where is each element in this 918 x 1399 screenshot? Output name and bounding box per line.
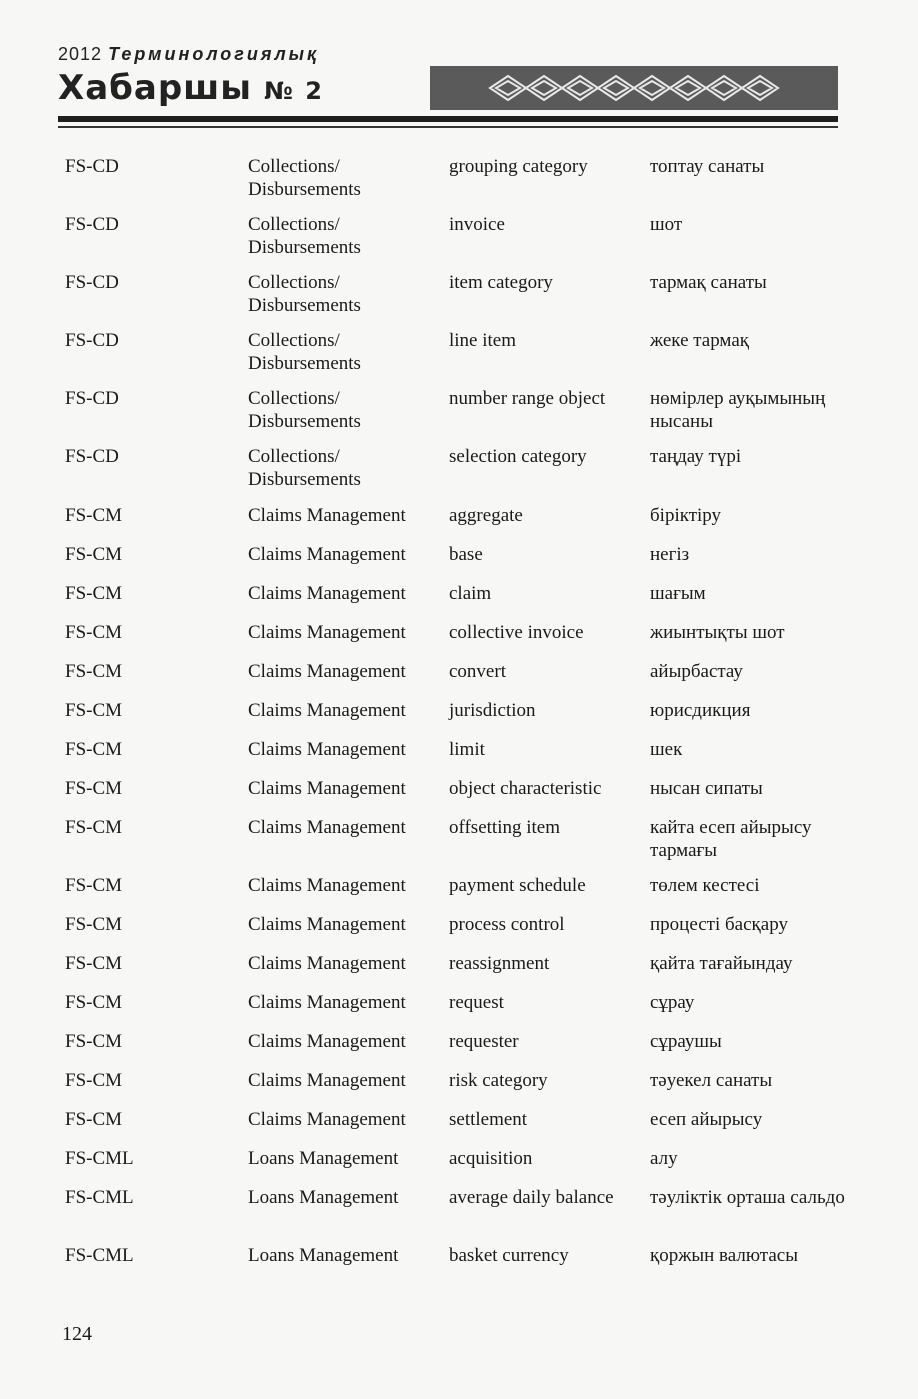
term-kazakh: нөмірлер ауқымының нысаны — [650, 388, 826, 432]
header-rule-thick — [58, 116, 838, 122]
module-code: FS-CM — [65, 622, 123, 643]
term-english: jurisdiction — [449, 700, 536, 721]
term-kazakh: жиынтықты шот — [650, 622, 785, 643]
term-english: payment schedule — [449, 875, 586, 896]
table-row — [65, 329, 845, 387]
module-code: FS-CM — [65, 661, 123, 682]
term-english: line item — [449, 330, 517, 351]
module-area: Loans Management — [248, 1245, 399, 1266]
table-row — [65, 913, 845, 952]
module-code: FS-CML — [65, 1148, 134, 1169]
module-area: Claims Management — [248, 992, 406, 1013]
term-kazakh: кайта есеп айырысу тармағы — [650, 817, 812, 861]
module-code: FS-CM — [65, 875, 123, 896]
table-row — [65, 816, 845, 874]
module-code: FS-CM — [65, 505, 123, 526]
module-area: Claims Management — [248, 544, 406, 565]
term-english: process control — [449, 914, 565, 935]
module-area: Claims Management — [248, 661, 406, 682]
module-code: FS-CM — [65, 953, 123, 974]
module-area: Collections/ Disbursements — [248, 446, 361, 490]
term-english: limit — [449, 739, 485, 760]
issue-number: № 2 — [264, 77, 324, 105]
term-kazakh: тәуекел санаты — [650, 1070, 773, 1091]
term-kazakh: тәуліктік орташа сальдо — [650, 1187, 845, 1208]
module-area: Claims Management — [248, 875, 406, 896]
term-english: settlement — [449, 1109, 528, 1130]
module-code: FS-CM — [65, 817, 123, 838]
term-english: number range object — [449, 388, 606, 409]
terminology-table — [65, 155, 845, 1283]
table-row — [65, 738, 845, 777]
module-area: Collections/ Disbursements — [248, 272, 361, 316]
module-area: Claims Management — [248, 739, 406, 760]
module-area: Claims Management — [248, 505, 406, 526]
term-kazakh: қайта тағайындау — [650, 953, 793, 974]
term-kazakh: шек — [650, 739, 683, 760]
table-row — [65, 504, 845, 543]
ornament-pattern-icon — [430, 66, 838, 110]
term-english: convert — [449, 661, 506, 682]
term-english: requester — [449, 1031, 519, 1052]
module-code: FS-CD — [65, 272, 119, 293]
page-number: 124 — [62, 1323, 92, 1345]
module-area: Claims Management — [248, 622, 406, 643]
module-area: Claims Management — [248, 700, 406, 721]
table-row — [65, 1030, 845, 1069]
table-row — [65, 1244, 845, 1283]
table-row — [65, 660, 845, 699]
header-rule-thin — [58, 126, 838, 128]
term-kazakh: айырбастау — [650, 661, 743, 682]
term-english: invoice — [449, 214, 505, 235]
table-row — [65, 621, 845, 660]
term-english: item category — [449, 272, 553, 293]
module-area: Claims Management — [248, 583, 406, 604]
term-english: reassignment — [449, 953, 550, 974]
term-english: basket currency — [449, 1245, 569, 1266]
term-english: claim — [449, 583, 492, 604]
journal-header — [58, 44, 838, 134]
term-kazakh: шот — [650, 214, 683, 235]
module-area: Collections/ Disbursements — [248, 388, 361, 432]
module-area: Claims Management — [248, 778, 406, 799]
module-area: Claims Management — [248, 1070, 406, 1091]
table-row — [65, 991, 845, 1030]
module-code: FS-CM — [65, 1070, 123, 1091]
term-english: base — [449, 544, 483, 565]
table-row — [65, 155, 845, 213]
journal-word2: Хабаршы — [58, 68, 253, 108]
table-row — [65, 387, 845, 445]
term-kazakh: тармақ санаты — [650, 272, 767, 293]
term-kazakh: шағым — [650, 583, 706, 604]
term-kazakh: жеке тармақ — [650, 330, 749, 351]
module-area: Claims Management — [248, 1109, 406, 1130]
term-english: grouping category — [449, 156, 588, 177]
module-area: Claims Management — [248, 1031, 406, 1052]
module-code: FS-CM — [65, 1031, 123, 1052]
term-kazakh: біріктіру — [650, 505, 722, 526]
module-code: FS-CD — [65, 330, 119, 351]
term-kazakh: есеп айырысу — [650, 1109, 763, 1130]
term-kazakh: сұрау — [650, 992, 695, 1013]
module-area: Claims Management — [248, 914, 406, 935]
table-row — [65, 543, 845, 582]
table-row — [65, 1186, 845, 1244]
module-code: FS-CD — [65, 214, 119, 235]
module-code: FS-CM — [65, 583, 123, 604]
term-english: average daily balance — [449, 1187, 614, 1208]
term-kazakh: процесті басқару — [650, 914, 788, 935]
table-row — [65, 213, 845, 271]
module-code: FS-CD — [65, 388, 119, 409]
table-row — [65, 271, 845, 329]
journal-subtitle — [58, 44, 319, 65]
module-code: FS-CM — [65, 778, 123, 799]
term-english: offsetting item — [449, 817, 560, 838]
term-kazakh: нысан сипаты — [650, 778, 763, 799]
module-code: FS-CM — [65, 1109, 123, 1130]
module-area: Loans Management — [248, 1148, 399, 1169]
year: 2012 — [58, 44, 103, 64]
term-english: aggregate — [449, 505, 523, 526]
table-row — [65, 952, 845, 991]
term-english: collective invoice — [449, 622, 584, 643]
table-row — [65, 582, 845, 621]
term-english: selection category — [449, 446, 587, 467]
table-row — [65, 1108, 845, 1147]
module-area: Collections/ Disbursements — [248, 156, 361, 200]
module-code: FS-CML — [65, 1245, 134, 1266]
term-english: risk category — [449, 1070, 548, 1091]
table-row — [65, 699, 845, 738]
module-code: FS-CD — [65, 156, 119, 177]
module-code: FS-CML — [65, 1187, 134, 1208]
journal-title — [58, 68, 324, 108]
term-kazakh: таңдау түрі — [650, 446, 742, 467]
term-kazakh: сұраушы — [650, 1031, 722, 1052]
module-area: Claims Management — [248, 817, 406, 838]
term-english: acquisition — [449, 1148, 533, 1169]
ornament-band — [430, 66, 838, 110]
module-code: FS-CM — [65, 914, 123, 935]
term-kazakh: топтау санаты — [650, 156, 765, 177]
term-kazakh: алу — [650, 1148, 678, 1169]
term-kazakh: негіз — [650, 544, 690, 565]
journal-word1: Терминологиялық — [108, 44, 320, 64]
module-code: FS-CM — [65, 544, 123, 565]
table-row — [65, 1069, 845, 1108]
term-english: object characteristic — [449, 778, 602, 799]
module-area: Loans Management — [248, 1187, 399, 1208]
module-area: Collections/ Disbursements — [248, 214, 361, 258]
module-area: Collections/ Disbursements — [248, 330, 361, 374]
term-english: request — [449, 992, 504, 1013]
table-row — [65, 777, 845, 816]
table-row — [65, 874, 845, 913]
term-kazakh: төлем кестесі — [650, 875, 760, 896]
term-kazakh: юрисдикция — [650, 700, 751, 721]
module-area: Claims Management — [248, 953, 406, 974]
module-code: FS-CD — [65, 446, 119, 467]
table-row — [65, 1147, 845, 1186]
module-code: FS-CM — [65, 739, 123, 760]
term-kazakh: қоржын валютасы — [650, 1245, 798, 1266]
table-row — [65, 445, 845, 504]
module-code: FS-CM — [65, 992, 123, 1013]
module-code: FS-CM — [65, 700, 123, 721]
